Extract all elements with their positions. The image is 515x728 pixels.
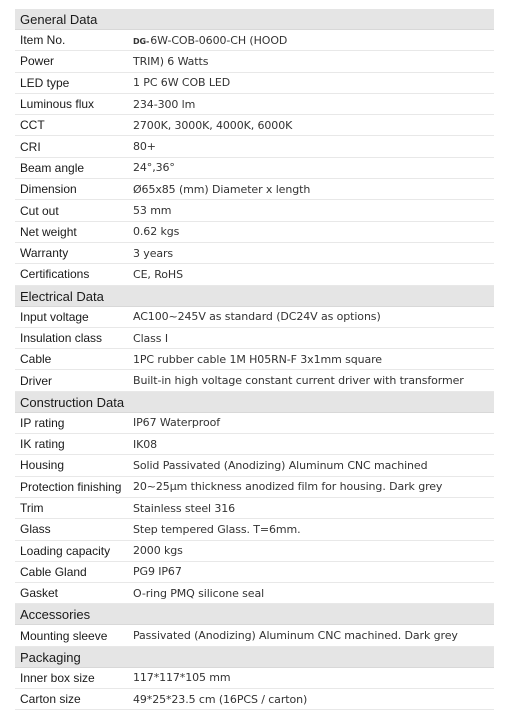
section-header: Packaging xyxy=(15,647,494,668)
spec-value-text: 53 mm xyxy=(133,204,172,218)
spec-label: Carton size xyxy=(20,692,81,707)
spec-row xyxy=(15,477,494,498)
spec-row xyxy=(15,200,494,221)
spec-label: Power xyxy=(20,54,55,69)
spec-sheet xyxy=(15,9,494,710)
spec-label: Protection finishing xyxy=(20,479,122,494)
spec-row xyxy=(15,689,494,710)
section-header: General Data xyxy=(15,9,494,30)
spec-value xyxy=(128,183,494,196)
spec-value xyxy=(128,629,494,642)
spec-value-text: 20~25μm thickness anodized film for housing. Dark grey xyxy=(133,480,443,494)
spec-value-text: 117*117*105 mm xyxy=(133,671,231,685)
spec-value-text: 49*25*23.5 cm (16PCS / carton) xyxy=(133,692,308,706)
spec-label: IP rating xyxy=(20,415,65,430)
spec-value-text: 0.62 kgs xyxy=(133,225,180,239)
spec-value xyxy=(128,204,494,217)
spec-value-text: 80+ xyxy=(133,140,156,154)
spec-value-text: Stainless steel 316 xyxy=(133,501,236,515)
spec-value-text: 234-300 lm xyxy=(133,97,196,111)
spec-row xyxy=(15,30,494,51)
spec-value-text: Step tempered Glass. T=6mm. xyxy=(133,522,301,536)
spec-row xyxy=(15,541,494,562)
spec-label: Mounting sleeve xyxy=(20,628,108,643)
spec-label: Net weight xyxy=(20,224,77,239)
spec-label: IK rating xyxy=(20,437,65,452)
spec-value xyxy=(128,416,494,429)
item-prefix: DG- xyxy=(133,36,150,46)
spec-label: Input voltage xyxy=(20,309,89,324)
spec-value xyxy=(128,671,494,684)
spec-row xyxy=(15,668,494,689)
spec-value-text: 6W-COB-0600-CH (HOOD xyxy=(150,33,288,47)
spec-value xyxy=(128,544,494,557)
spec-value xyxy=(128,523,494,536)
spec-value xyxy=(128,353,494,366)
spec-label: Certifications xyxy=(20,267,90,282)
spec-row xyxy=(15,158,494,179)
spec-value xyxy=(128,374,494,387)
spec-value-text: AC100~245V as standard (DC24V as options) xyxy=(133,310,381,324)
spec-row xyxy=(15,264,494,285)
spec-value xyxy=(128,438,494,451)
spec-value xyxy=(128,55,494,68)
spec-row xyxy=(15,136,494,157)
spec-row xyxy=(15,625,494,646)
spec-value-text: 2700K, 3000K, 4000K, 6000K xyxy=(133,118,293,132)
spec-label: Driver xyxy=(20,373,52,388)
spec-value xyxy=(128,76,494,89)
spec-value xyxy=(128,480,494,493)
spec-row xyxy=(15,243,494,264)
spec-row xyxy=(15,519,494,540)
spec-label: Beam angle xyxy=(20,160,85,175)
spec-label: Insulation class xyxy=(20,331,103,345)
spec-label: Luminous flux xyxy=(20,97,95,112)
spec-label: Gasket xyxy=(20,586,59,601)
spec-row xyxy=(15,94,494,115)
spec-row xyxy=(15,370,494,391)
spec-value-text: Passivated (Anodizing) Aluminum CNC machined. Dark grey xyxy=(133,629,458,643)
spec-value xyxy=(128,268,494,281)
spec-value xyxy=(128,693,494,706)
spec-label: Item No. xyxy=(20,33,66,48)
spec-value-text: Solid Passivated (Anodizing) Aluminum CNC machined xyxy=(133,458,428,472)
spec-value-text: Ø65x85 (mm) Diameter x length xyxy=(133,182,311,196)
spec-value xyxy=(128,459,494,472)
spec-label: Cut out xyxy=(20,203,59,218)
spec-row xyxy=(15,562,494,583)
section-header: Accessories xyxy=(15,604,494,625)
spec-value-text: 1PC rubber cable 1M H05RN-F 3x1mm square xyxy=(133,352,382,366)
spec-row xyxy=(15,434,494,455)
spec-row xyxy=(15,51,494,72)
spec-value-text: IP67 Waterproof xyxy=(133,416,220,430)
spec-row xyxy=(15,307,494,328)
spec-row xyxy=(15,455,494,476)
spec-value xyxy=(128,225,494,238)
spec-value-text: Class I xyxy=(133,331,168,345)
spec-value-text: 3 years xyxy=(133,246,174,260)
spec-row xyxy=(15,498,494,519)
spec-value-text: Built-in high voltage constant current driver with transformer xyxy=(133,374,464,388)
spec-value-text: 1 PC 6W COB LED xyxy=(133,76,231,90)
spec-value xyxy=(128,34,494,47)
spec-value xyxy=(128,119,494,132)
spec-value xyxy=(128,332,494,345)
spec-value-text: IK08 xyxy=(133,437,158,451)
spec-value xyxy=(128,98,494,111)
spec-value-text: CE, RoHS xyxy=(133,267,183,281)
spec-label: Cable xyxy=(20,352,52,367)
spec-label: Cable Gland xyxy=(20,564,87,579)
spec-label: Inner box size xyxy=(20,670,95,685)
spec-value xyxy=(128,247,494,260)
spec-row xyxy=(15,115,494,136)
spec-value-text: O-ring PMQ silicone seal xyxy=(133,586,265,600)
spec-label: Loading capacity xyxy=(20,543,111,558)
spec-label: Dimension xyxy=(20,182,77,197)
spec-label: Housing xyxy=(20,458,65,473)
spec-row xyxy=(15,413,494,434)
spec-label: Glass xyxy=(20,522,51,537)
spec-value xyxy=(128,161,494,174)
spec-value-text: 24°,36° xyxy=(133,161,175,175)
spec-row xyxy=(15,349,494,370)
section-header: Electrical Data xyxy=(15,286,494,307)
section-header: Construction Data xyxy=(15,392,494,413)
spec-value xyxy=(128,587,494,600)
spec-row xyxy=(15,328,494,349)
spec-label: CRI xyxy=(20,139,41,154)
spec-value-text: 2000 kgs xyxy=(133,544,183,558)
spec-value-text: TRIM) 6 Watts xyxy=(133,54,209,68)
spec-label: CCT xyxy=(20,118,45,133)
spec-value xyxy=(128,565,494,578)
spec-value xyxy=(128,310,494,323)
spec-row xyxy=(15,222,494,243)
spec-value-text: PG9 IP67 xyxy=(133,565,182,579)
spec-label: Trim xyxy=(20,501,44,516)
spec-value xyxy=(128,502,494,515)
spec-row xyxy=(15,73,494,94)
spec-value xyxy=(128,140,494,153)
spec-label: Warranty xyxy=(20,246,69,261)
spec-row xyxy=(15,179,494,200)
spec-row xyxy=(15,583,494,604)
spec-label: LED type xyxy=(20,75,70,90)
